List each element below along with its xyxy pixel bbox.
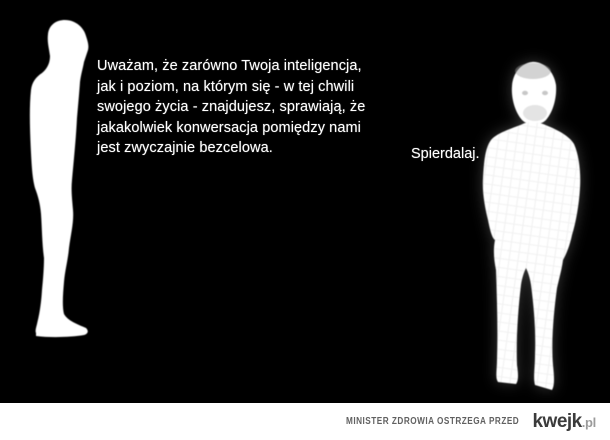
right-speech-text: Spierdalaj. (411, 146, 480, 162)
footer-bar (0, 403, 610, 440)
speech-line: jak i poziom, na którym się - w tej chwili (97, 78, 355, 95)
speech-line: jest zwyczajnie bezcelowa. (97, 140, 273, 156)
speech-line: Uważam, że zarówno Twoja inteligencja, (97, 58, 362, 74)
right-person-silhouette-icon (478, 60, 588, 395)
kwejk-logo-name: kwejk (532, 410, 582, 432)
speech-line: swojego życia - znajdujesz, sprawiają, że (97, 99, 366, 115)
left-person-silhouette-icon (22, 18, 100, 338)
kwejk-logo-tld: .pl (581, 414, 596, 430)
health-warning-text: MINISTER ZDROWIA OSTRZEGA PRZED (346, 416, 520, 427)
left-speech-text (97, 56, 365, 159)
speech-line: jakakolwiek konwersacja pomiędzy nami (97, 119, 362, 136)
kwejk-logo (532, 411, 596, 433)
